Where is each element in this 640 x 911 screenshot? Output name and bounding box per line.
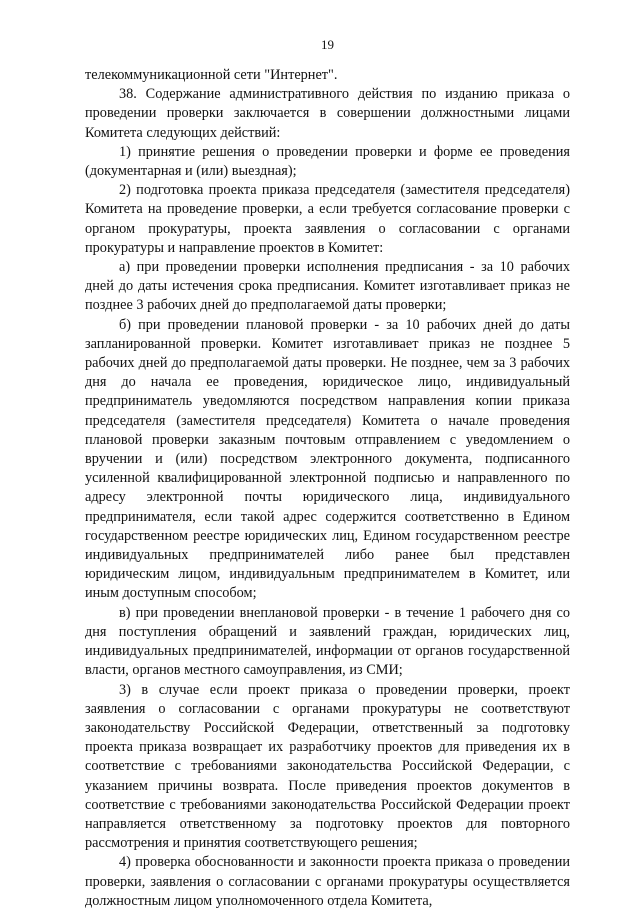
- paragraph-subitem-2v: в) при проведении внеплановой проверки - в течение 1 рабочего дня со дня поступления обращений и заявлений граждан, юридических лиц, индивидуальных предпринимателей, информации от органов государственной власти, органов местного самоуправления, из СМИ;: [85, 604, 570, 679]
- paragraph-subitem-4: 4) проверка обоснованности и законности проекта приказа о проведении проверки, заявления о согласовании с органами прокуратуры осуществляется должностным лицом уполномоченного отдела Комитета,: [85, 854, 570, 909]
- paragraph-subitem-2a: а) при проведении проверки исполнения предписания - за 10 рабочих дней до даты истечения срока предписания. Комитет изготавливает приказ не позднее 3 рабочих дней до предполагаемой даты проверки;: [85, 259, 570, 314]
- document-body: [85, 66, 570, 911]
- paragraph-subitem-2b: б) при проведении плановой проверки - за 10 рабочих дней до даты запланированной проверки. Комитет изготавливает приказ не позднее 5 рабочих дней до предполагаемой даты проверки. Не позднее, чем за 3 рабочих дня до начала ее проведения, юридическое лицо, индивидуальный предприниматель уведомляются посредством направления копии приказа председателя (заместителя председателя) Комитета о начале проведения плановой проверки заказным почтовым отправлением с уведомлением о вручении и (или) посредством электронного документа, подписанного усиленной квалифицированной электронной подписью и направленного по адресу электронной почты юридического лица, индивидуального предпринимателя, если такой адрес содержится соответственно в Едином государственном реестре юридических лиц, Едином государственном реестре индивидуальных предпринимателей либо ранее был представлен юридическим лицом, индивидуальным предпринимателем в Комитет, или иным доступным способом;: [85, 316, 570, 602]
- paragraph-continuation: телекоммуникационной сети "Интернет".: [85, 67, 338, 83]
- paragraph-item-38: 38. Содержание административного действия по изданию приказа о проведении проверки заключается в совершении должностными лицами Комитета следующих действий:: [85, 86, 570, 141]
- page-number: 19: [321, 37, 334, 52]
- paragraph-subitem-3: 3) в случае если проект приказа о проведении проверки, проект заявления о согласовании с органами прокуратуры не соответствуют законодательству Российской Федерации, ответственный за подготовку проекта приказа возвращает их разработчику проектов для приведения их в соответствие с требованиями законодательства Российской Федерации, с указанием причины возврата. После приведения проектов документов в соответствие с требованиями законодательства Российской Федерации проект направляется ответственному за подготовку проектов для повторного рассмотрения и принятия соответствующего решения;: [85, 681, 570, 852]
- paragraph-subitem-1: 1) принятие решения о проведении проверки и форме ее проведения (документарная и (или) выездная);: [85, 143, 570, 180]
- paragraph-subitem-2: 2) подготовка проекта приказа председателя (заместителя председателя) Комитета на проведение проверки, а если требуется согласование проверки с органом прокуратуры, проекта заявления о согласовании с органами прокуратуры и направление проектов в Комитет:: [85, 182, 570, 256]
